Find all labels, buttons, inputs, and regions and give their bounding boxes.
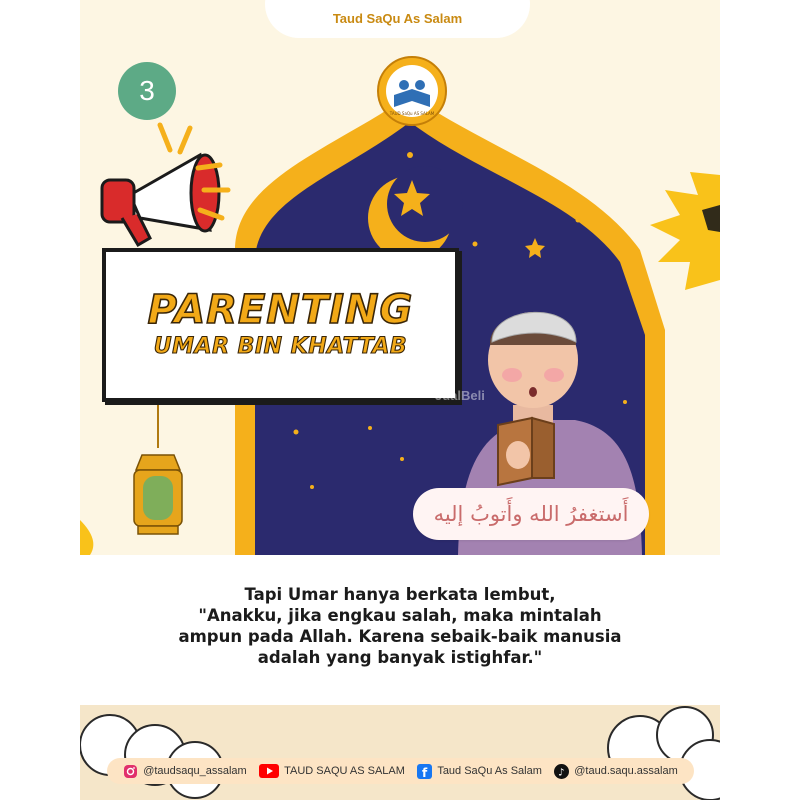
arabic-dua-pill xyxy=(413,488,649,540)
paragraph-line: Tapi Umar hanya berkata lembut, xyxy=(244,585,556,604)
arabic-dua-text: أَستغفرُ الله وأَتوبُ إليه xyxy=(433,502,629,526)
youtube-link[interactable] xyxy=(259,764,405,778)
paragraph-line: "Anakku, jika engkau salah, maka mintalah xyxy=(198,606,602,625)
svg-text:♪: ♪ xyxy=(558,767,565,778)
facebook-page: Taud SaQu As Salam xyxy=(437,765,542,777)
post-card xyxy=(80,0,720,800)
facebook-icon xyxy=(417,764,432,779)
youtube-channel: TAUD SAQU AS SALAM xyxy=(284,765,405,777)
facebook-link[interactable] xyxy=(417,764,542,779)
brand-name: Taud SaQu As Salam xyxy=(332,11,463,26)
instagram-icon xyxy=(123,764,138,779)
social-footer xyxy=(107,758,694,784)
instagram-handle: @taudsaqu_assalam xyxy=(143,765,247,777)
paragraph-line: adalah yang banyak istighfar." xyxy=(257,648,543,667)
tiktok-icon xyxy=(554,764,569,779)
instagram-link[interactable] xyxy=(123,764,247,779)
starburst-decoration xyxy=(650,172,720,290)
tiktok-link[interactable] xyxy=(554,764,678,779)
megaphone-icon xyxy=(102,125,228,245)
svg-text:f: f xyxy=(422,765,428,779)
header-pill xyxy=(265,0,530,38)
logo-caption: TAUD SaQu AS SALAM xyxy=(389,111,435,116)
title-box xyxy=(102,248,459,402)
school-logo xyxy=(376,55,448,127)
page-number-badge: 3 xyxy=(118,62,176,120)
story-paragraph xyxy=(160,584,640,668)
lantern-icon xyxy=(134,400,182,534)
title-line-2: UMAR BIN KHATTAB xyxy=(153,334,408,359)
title-line-1: PARENTING xyxy=(147,287,414,333)
youtube-icon xyxy=(259,764,279,778)
tiktok-handle: @taud.saqu.assalam xyxy=(574,765,678,777)
paragraph-line: ampun pada Allah. Karena sebaik-baik manusia xyxy=(178,627,622,646)
watermark: JualBeli xyxy=(435,388,485,403)
